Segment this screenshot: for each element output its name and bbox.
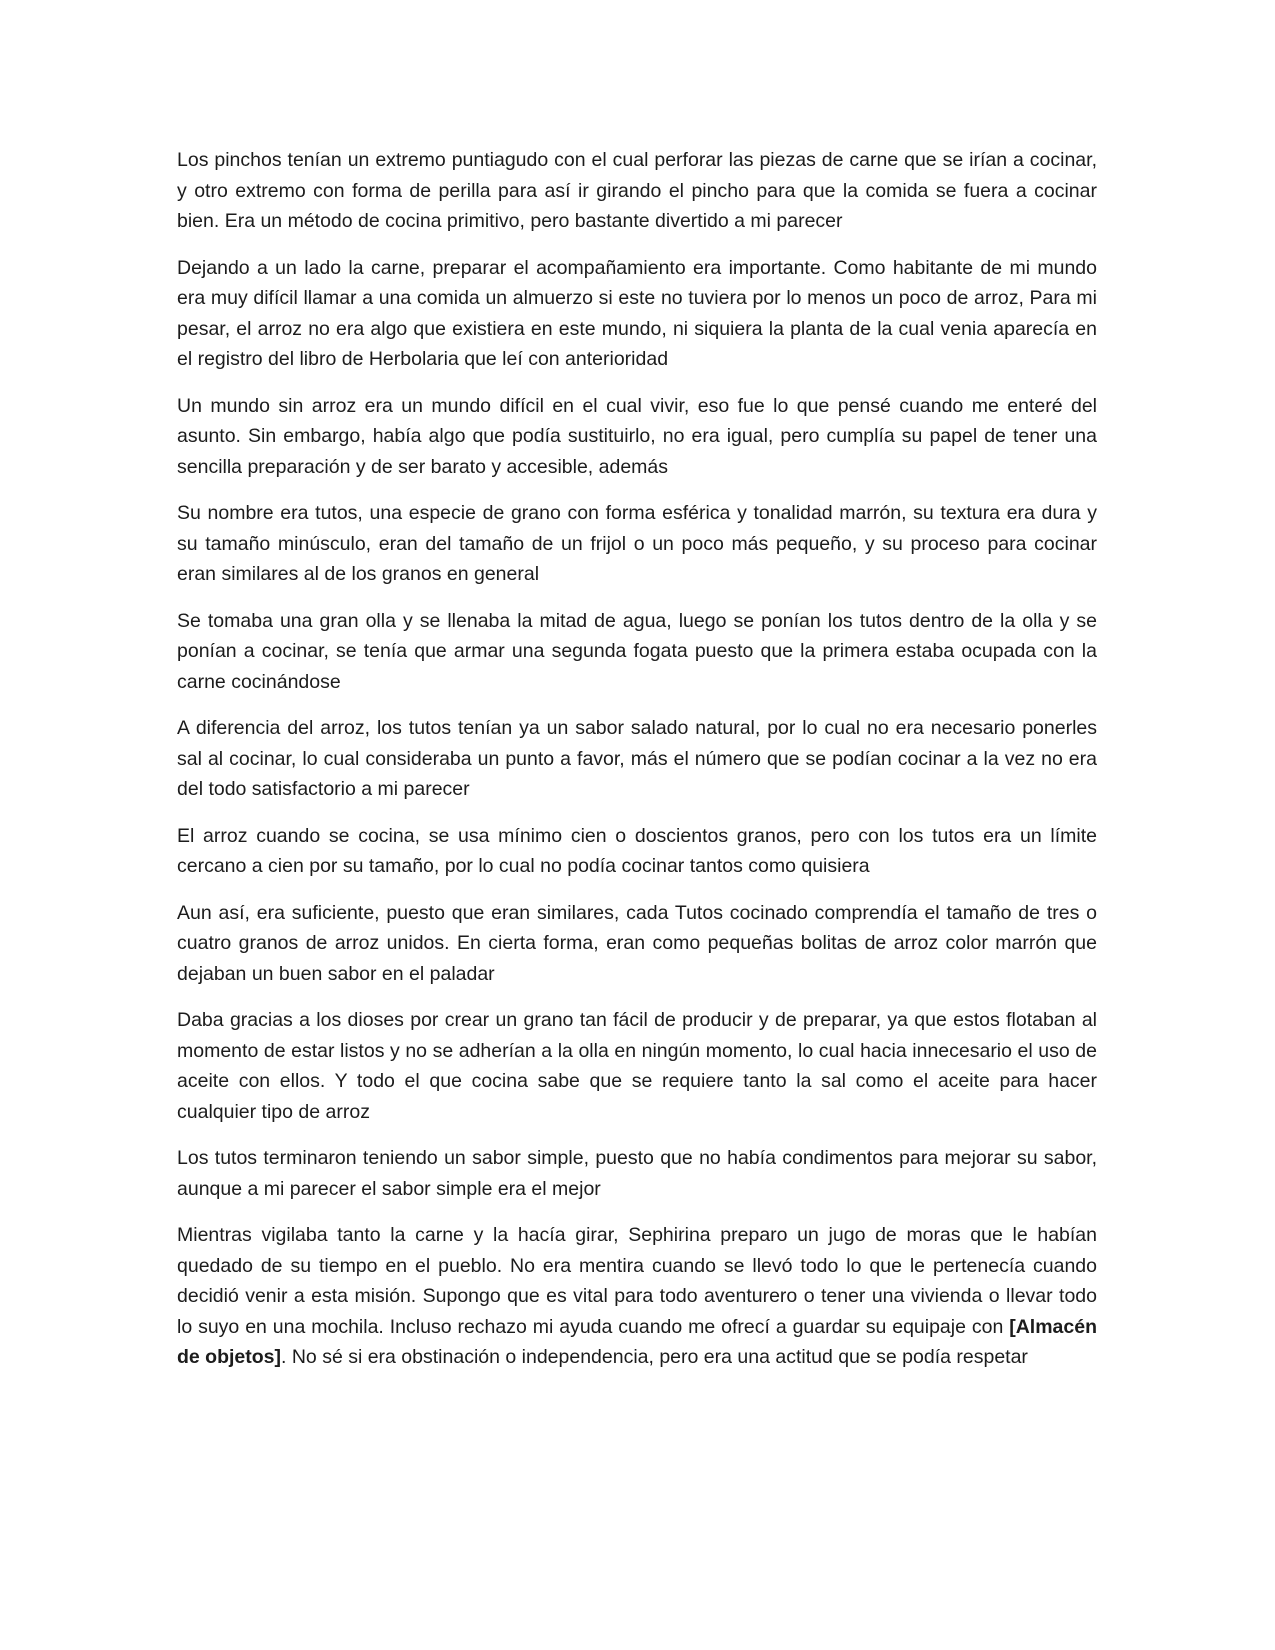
paragraph-6: A diferencia del arroz, los tutos tenían ya un sabor salado natural, por lo cual no era necesario ponerles sal al cocinar, lo cual consideraba un punto a favor, más el número que se podían cocinar a la vez no era del todo satisfactorio a mi parecer	[177, 717, 1097, 800]
paragraph-1: Los pinchos tenían un extremo puntiagudo con el cual perforar las piezas de carne que se irían a cocinar, y otro extremo con forma de perilla para así ir girando el pincho para que la comida se fuera a cocinar bien. Era un método de cocina primitivo, pero bastante divertido a mi parecer	[177, 149, 1097, 232]
bold-item-storage-term: [Almacén de objetos]	[177, 1315, 1097, 1368]
paragraph-8: Aun así, era suficiente, puesto que eran similares, cada Tutos cocinado comprendía el tamaño de tres o cuatro granos de arroz unidos. En cierta forma, eran como pequeñas bolitas de arroz color marrón que dejaban un buen sabor en el paladar	[177, 901, 1097, 985]
paragraph-10: Los tutos terminaron teniendo un sabor simple, puesto que no había condimentos para mejorar su sabor, aunque a mi parecer el sabor simple era el mejor	[177, 1147, 1097, 1200]
paragraph-11	[177, 1220, 1097, 1373]
document-page	[177, 145, 1097, 1389]
paragraph-7: El arroz cuando se cocina, se usa mínimo cien o doscientos granos, pero con los tutos era un límite cercano a cien por su tamaño, por lo cual no podía cocinar tantos como quisiera	[177, 824, 1097, 877]
paragraph-3: Un mundo sin arroz era un mundo difícil en el cual vivir, eso fue lo que pensé cuando me enteré del asunto. Sin embargo, había algo que podía sustituirlo, no era igual, pero cumplía su papel de tener una sencilla preparación y de ser barato y accesible, además	[177, 394, 1097, 478]
paragraph-5: Se tomaba una gran olla y se llenaba la mitad de agua, luego se ponían los tutos dentro de la olla y se ponían a cocinar, se tenía que armar una segunda fogata puesto que la primera estaba ocupada con la carne cocinándose	[177, 609, 1097, 693]
paragraph-9: Daba gracias a los dioses por crear un grano tan fácil de producir y de preparar, ya que estos flotaban al momento de estar listos y no se adherían a la olla en ningún momento, lo cual hacia innecesario el uso de aceite con ellos. Y todo el que cocina sabe que se requiere tanto la sal como el aceite para hacer cualquier tipo de arroz	[177, 1009, 1097, 1123]
paragraph-11-text-end: . No sé si era obstinación o independencia, pero era una actitud que se podía respetar	[281, 1346, 1028, 1368]
paragraph-11-text-start: Mientras vigilaba tanto la carne y la hacía girar, Sephirina preparo un jugo de moras que le habían quedado de su tiempo en el pueblo. No era mentira cuando se llevó todo lo que le pertenecía cuando decidió venir a esta misión. Supongo que es vital para todo aventurero o tener una vivienda o llevar todo lo suyo en una mochila. Incluso rechazo mi ayuda cuando me ofrecí a guardar su equipaje con	[177, 1224, 1097, 1338]
paragraph-2: Dejando a un lado la carne, preparar el acompañamiento era importante. Como habitante de mi mundo era muy difícil llamar a una comida un almuerzo si este no tuviera por lo menos un poco de arroz, Para mi pesar, el arroz no era algo que existiera en este mundo, ni siquiera la planta de la cual venia aparecía en el registro del libro de Herbolaria que leí con anterioridad	[177, 256, 1097, 370]
paragraph-4: Su nombre era tutos, una especie de grano con forma esférica y tonalidad marrón, su textura era dura y su tamaño minúsculo, eran del tamaño de un frijol o un poco más pequeño, y su proceso para cocinar eran similares al de los granos en general	[177, 502, 1097, 585]
